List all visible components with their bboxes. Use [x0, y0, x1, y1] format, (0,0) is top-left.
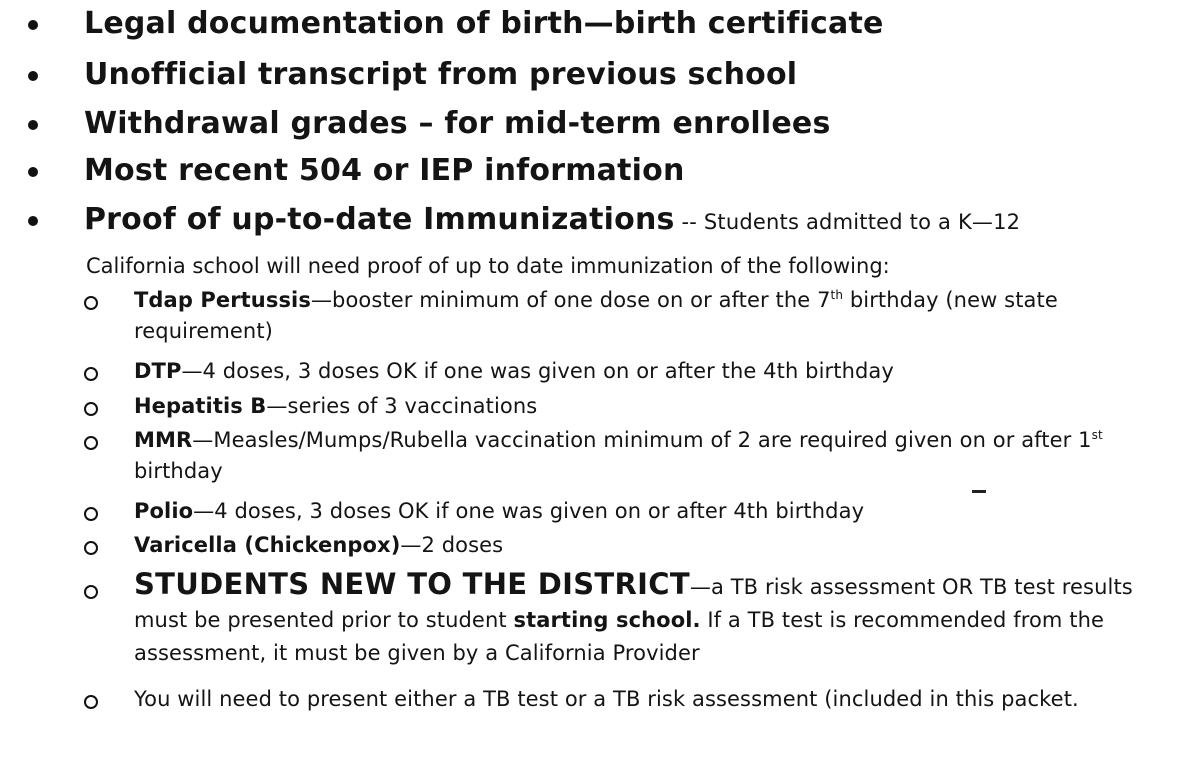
immunization-detail: —2 doses — [400, 533, 504, 557]
immunization-detail: —a TB risk assessment OR TB test results must be presented prior to student — [134, 575, 1133, 632]
immunization-label: Varicella (Chickenpox) — [134, 533, 401, 557]
requirement-text: Withdrawal grades – for mid-term enrollees — [84, 106, 831, 141]
requirement-item — [0, 200, 1200, 246]
immunization-text — [134, 391, 1174, 422]
immunization-label: STUDENTS NEW TO THE DISTRICT — [134, 567, 690, 601]
immunization-label: DTP — [134, 359, 182, 383]
bullet-icon — [28, 20, 38, 30]
immunization-label: Tdap Pertussis — [134, 288, 311, 312]
requirement-item — [0, 55, 1200, 101]
circle-bullet-icon — [84, 585, 98, 599]
immunization-text — [134, 285, 1174, 347]
bullet-icon — [28, 167, 38, 177]
immunization-label: Hepatitis B — [134, 394, 267, 418]
requirement-note: -- Students admitted to a K—12 — [674, 210, 1021, 234]
requirement-item — [0, 151, 1200, 197]
requirement-title: Proof of up-to-date Immunizations — [84, 202, 675, 237]
immunization-intro: California school will need proof of up to date immunization of the following: — [86, 254, 890, 278]
stray-mark — [972, 490, 986, 493]
immunization-detail: —4 doses, 3 doses OK if one was given on or after 4th birthday — [193, 499, 865, 523]
ordinal-suffix: st — [1091, 428, 1103, 442]
ordinal-suffix: th — [830, 288, 844, 302]
immunization-text — [134, 530, 1174, 561]
immunization-text — [134, 568, 1174, 670]
immunization-text — [134, 425, 1174, 487]
circle-bullet-icon — [84, 296, 98, 310]
requirement-text: Legal documentation of birth—birth certificate — [84, 6, 884, 41]
circle-bullet-icon — [84, 402, 98, 416]
circle-bullet-icon — [84, 367, 98, 381]
immunization-detail: —Measles/Mumps/Rubella vaccination minimum of 2 are required given on or after 1 — [192, 428, 1092, 452]
immunization-text — [134, 356, 1174, 387]
bullet-icon — [28, 71, 38, 81]
bullet-icon — [28, 120, 38, 130]
emphasis-text: starting school. — [513, 608, 701, 632]
immunization-detail: —series of 3 vaccinations — [266, 394, 538, 418]
requirement-text — [84, 200, 1020, 242]
bullet-icon — [28, 216, 38, 226]
immunization-label: MMR — [134, 428, 193, 452]
immunization-detail: birthday — [134, 459, 223, 483]
requirement-item — [0, 4, 1200, 50]
immunization-detail: If a TB test is recommended from the assessment, it must be given by a California Provider — [134, 608, 1105, 665]
circle-bullet-icon — [84, 507, 98, 521]
immunization-detail: —booster minimum of one dose on or after the 7 — [310, 288, 831, 312]
requirement-text: Most recent 504 or IEP information — [84, 153, 685, 188]
immunization-text: You will need to present either a TB test or a TB risk assessment (included in this packet. — [134, 687, 1079, 711]
circle-bullet-icon — [84, 695, 98, 709]
requirement-text: Unofficial transcript from previous school — [84, 57, 798, 92]
requirement-item — [0, 104, 1200, 150]
immunization-detail: birthday (new state requirement) — [134, 288, 1058, 343]
immunization-text — [134, 496, 1174, 527]
circle-bullet-icon — [84, 541, 98, 555]
immunization-detail: —4 doses, 3 doses OK if one was given on or after the 4th birthday — [181, 359, 894, 383]
immunization-label: Polio — [134, 499, 194, 523]
circle-bullet-icon — [84, 436, 98, 450]
